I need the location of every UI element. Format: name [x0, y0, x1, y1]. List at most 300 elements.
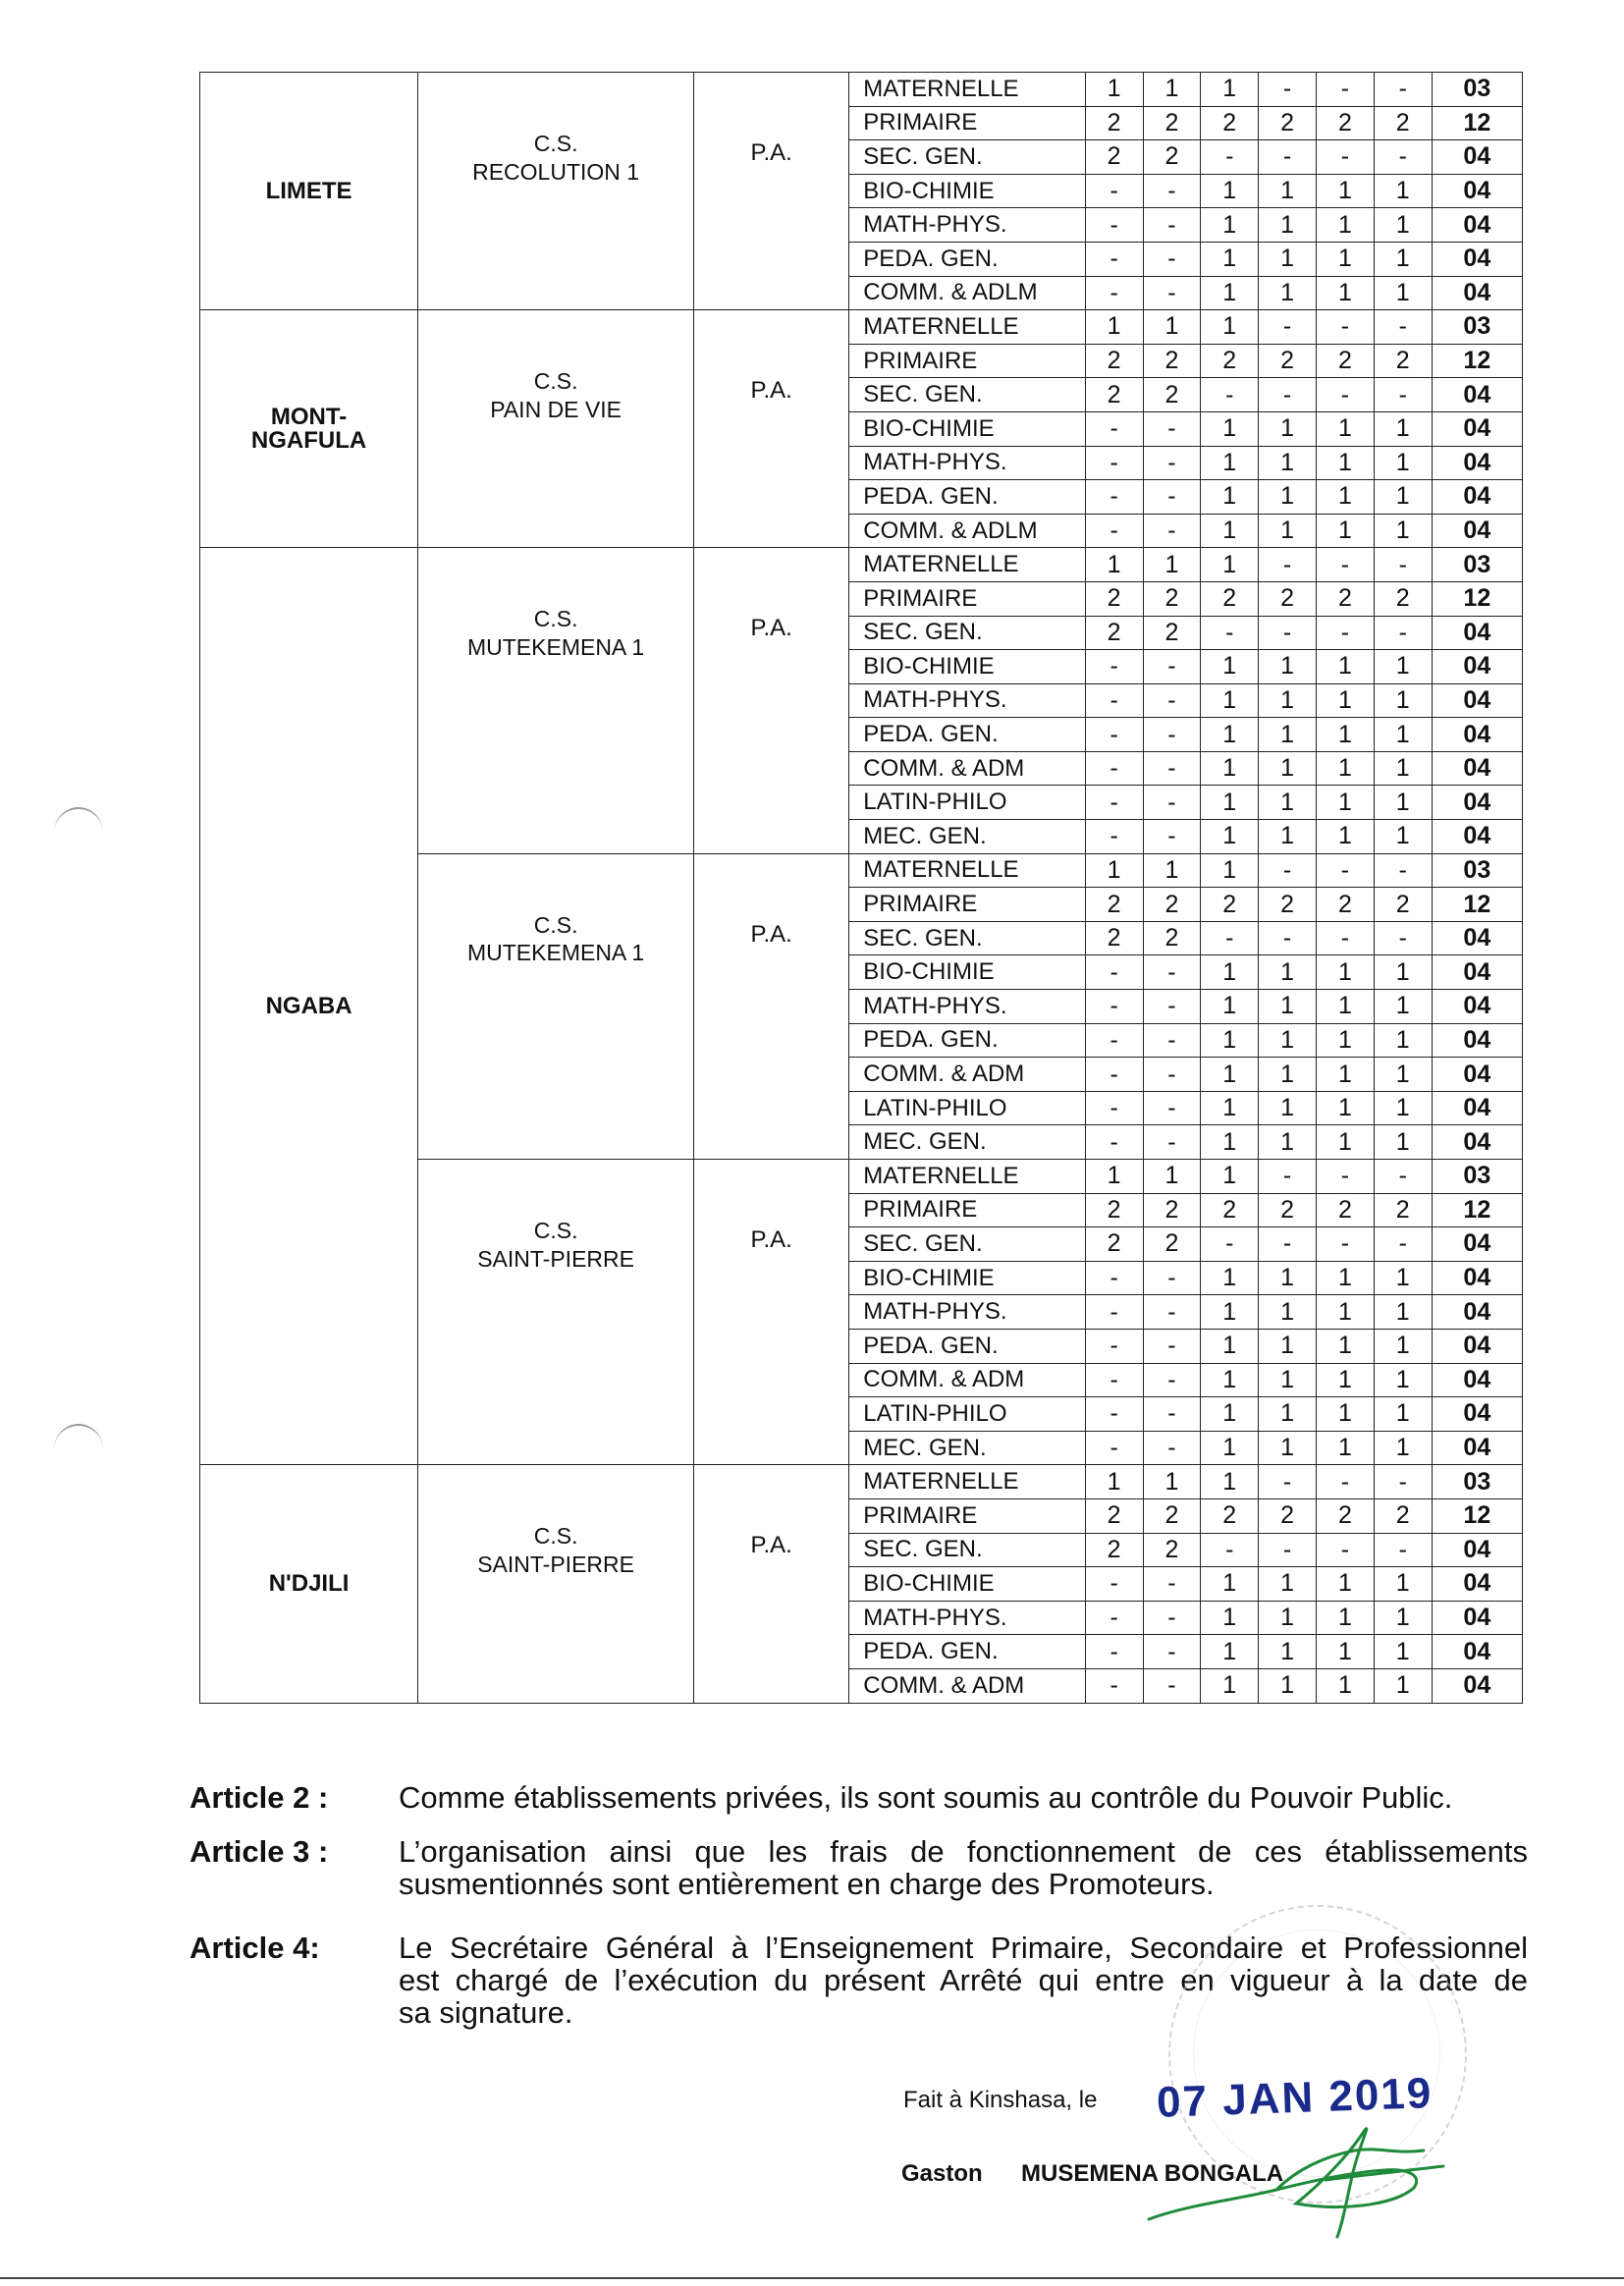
section-cell: PEDA. GEN. [849, 1329, 1085, 1363]
table-row [200, 73, 1523, 107]
class-count-cell: - [1143, 955, 1201, 990]
class-count-cell: 2 [1259, 581, 1317, 616]
class-count-cell: 1 [1317, 1431, 1375, 1465]
total-cell: 04 [1432, 514, 1522, 548]
total-cell: 04 [1432, 276, 1522, 310]
class-count-cell: 2 [1143, 1227, 1201, 1262]
class-count-cell: 2 [1085, 581, 1143, 616]
class-count-cell: - [1085, 1091, 1143, 1125]
section-cell: PEDA. GEN. [849, 1635, 1085, 1669]
class-count-cell: 2 [1201, 888, 1259, 922]
class-count-cell: 1 [1201, 1567, 1259, 1602]
class-count-cell: - [1085, 1295, 1143, 1330]
total-cell: 04 [1432, 990, 1522, 1024]
class-count-cell: 2 [1317, 106, 1375, 140]
class-count-cell: - [1085, 480, 1143, 515]
class-count-cell: 1 [1374, 718, 1432, 752]
school-name: MUTEKEMENA 1 [466, 634, 645, 661]
class-count-cell: 1 [1317, 411, 1375, 446]
regime-cell: P.A. [694, 853, 849, 1159]
class-count-cell: 1 [1085, 1160, 1143, 1194]
class-count-cell: 1 [1259, 718, 1317, 752]
section-cell: SEC. GEN. [849, 616, 1085, 650]
class-count-cell: 1 [1317, 1295, 1375, 1330]
school-name: C.S. [533, 131, 578, 156]
class-count-cell: 1 [1201, 514, 1259, 548]
article-text-line: L’organisation ainsi que les frais de fonctionnement de ces établissements [399, 1834, 1528, 1869]
total-cell: 04 [1432, 1668, 1522, 1703]
total-cell: 03 [1432, 1465, 1522, 1499]
class-count-cell: 2 [1085, 616, 1143, 650]
class-count-cell: 1 [1317, 174, 1375, 208]
section-cell: BIO-CHIMIE [849, 174, 1085, 208]
class-count-cell: 1 [1259, 1023, 1317, 1058]
section-cell: LATIN-PHILO [849, 786, 1085, 820]
section-cell: SEC. GEN. [849, 378, 1085, 412]
class-count-cell: 1 [1201, 1397, 1259, 1432]
school-name: C.S. [533, 1218, 578, 1243]
class-count-cell: 2 [1317, 888, 1375, 922]
class-count-cell: 1 [1085, 73, 1143, 107]
punch-hole-top [54, 807, 103, 858]
class-count-cell: - [1085, 718, 1143, 752]
section-cell: COMM. & ADLM [849, 276, 1085, 310]
class-count-cell: 1 [1201, 446, 1259, 480]
class-count-cell: - [1374, 853, 1432, 888]
class-count-cell: 2 [1143, 378, 1201, 412]
class-count-cell: 1 [1259, 1261, 1317, 1295]
class-count-cell: 1 [1374, 446, 1432, 480]
class-count-cell: 1 [1201, 1668, 1259, 1703]
class-count-cell: - [1317, 310, 1375, 345]
class-count-cell: 2 [1374, 1498, 1432, 1533]
class-count-cell: 1 [1259, 174, 1317, 208]
schools-table [199, 72, 1523, 1704]
table-row [200, 1465, 1523, 1499]
class-count-cell: 1 [1374, 276, 1432, 310]
class-count-cell: 2 [1085, 1227, 1143, 1262]
class-count-cell: - [1374, 1227, 1432, 1262]
signature-place-date: Fait à Kinshasa, le [903, 2087, 1098, 2113]
class-count-cell: 1 [1201, 1635, 1259, 1669]
class-count-cell: 1 [1201, 718, 1259, 752]
class-count-cell: 1 [1317, 208, 1375, 243]
section-cell: LATIN-PHILO [849, 1397, 1085, 1432]
class-count-cell: 1 [1317, 1635, 1375, 1669]
class-count-cell: 1 [1259, 208, 1317, 243]
class-count-cell: - [1317, 1533, 1375, 1567]
class-count-cell: 2 [1374, 1193, 1432, 1227]
section-cell: BIO-CHIMIE [849, 650, 1085, 684]
class-count-cell: - [1143, 1295, 1201, 1330]
class-count-cell: - [1143, 514, 1201, 548]
total-cell: 12 [1432, 888, 1522, 922]
class-count-cell: - [1374, 140, 1432, 175]
class-count-cell: 1 [1374, 1295, 1432, 1330]
commune-cell [200, 73, 418, 310]
class-count-cell: - [1085, 820, 1143, 854]
article-2 [189, 1782, 1544, 1822]
class-count-cell: - [1317, 73, 1375, 107]
class-count-cell: - [1201, 378, 1259, 412]
regime-cell: P.A. [694, 548, 849, 853]
class-count-cell: - [1085, 174, 1143, 208]
class-count-cell: 1 [1259, 955, 1317, 990]
class-count-cell: - [1143, 650, 1201, 684]
class-count-cell: 1 [1259, 411, 1317, 446]
total-cell: 04 [1432, 1635, 1522, 1669]
commune-name: LIMETE [265, 177, 352, 204]
class-count-cell: - [1259, 616, 1317, 650]
class-count-cell: - [1317, 378, 1375, 412]
class-count-cell: 1 [1201, 786, 1259, 820]
class-count-cell: - [1201, 921, 1259, 955]
class-count-cell: 1 [1259, 990, 1317, 1024]
class-count-cell: - [1143, 1091, 1201, 1125]
class-count-cell: 1 [1374, 1125, 1432, 1160]
signatory-first-name: Gaston [901, 2160, 983, 2187]
total-cell: 04 [1432, 208, 1522, 243]
class-count-cell: - [1085, 411, 1143, 446]
total-cell: 04 [1432, 1397, 1522, 1432]
total-cell: 12 [1432, 106, 1522, 140]
class-count-cell: - [1374, 616, 1432, 650]
section-cell: PRIMAIRE [849, 581, 1085, 616]
section-cell: MATH-PHYS. [849, 683, 1085, 718]
school-name: C.S. [533, 368, 578, 395]
class-count-cell: - [1143, 1261, 1201, 1295]
section-cell: SEC. GEN. [849, 1533, 1085, 1567]
table-row [200, 548, 1523, 582]
section-cell: PRIMAIRE [849, 888, 1085, 922]
class-count-cell: 1 [1201, 548, 1259, 582]
class-count-cell: - [1317, 616, 1375, 650]
class-count-cell: 1 [1317, 1125, 1375, 1160]
section-cell: PEDA. GEN. [849, 1023, 1085, 1058]
class-count-cell: - [1143, 683, 1201, 718]
class-count-cell: - [1085, 1601, 1143, 1635]
class-count-cell: 2 [1085, 378, 1143, 412]
class-count-cell: 1 [1201, 853, 1259, 888]
class-count-cell: - [1259, 1160, 1317, 1194]
class-count-cell: 1 [1317, 718, 1375, 752]
section-cell: MATERNELLE [849, 73, 1085, 107]
class-count-cell: - [1085, 786, 1143, 820]
class-count-cell: 1 [1201, 990, 1259, 1024]
class-count-cell: - [1317, 140, 1375, 175]
class-count-cell: - [1374, 73, 1432, 107]
commune-name: MONT- [270, 403, 348, 430]
total-cell: 04 [1432, 480, 1522, 515]
class-count-cell: 1 [1374, 411, 1432, 446]
class-count-cell: - [1143, 820, 1201, 854]
class-count-cell: 1 [1259, 1567, 1317, 1602]
section-cell: SEC. GEN. [849, 1227, 1085, 1262]
total-cell: 04 [1432, 921, 1522, 955]
class-count-cell: - [1143, 480, 1201, 515]
class-count-cell: 1 [1374, 1567, 1432, 1602]
class-count-cell: 1 [1085, 548, 1143, 582]
article-text [399, 1782, 1528, 1815]
section-cell: MATH-PHYS. [849, 1601, 1085, 1635]
section-cell: PRIMAIRE [849, 344, 1085, 378]
class-count-cell: 1 [1317, 1261, 1375, 1295]
total-cell: 04 [1432, 1023, 1522, 1058]
class-count-cell: 1 [1374, 242, 1432, 276]
total-cell: 12 [1432, 581, 1522, 616]
class-count-cell: 1 [1085, 310, 1143, 345]
school-name: C.S. [533, 1523, 578, 1550]
class-count-cell: - [1085, 276, 1143, 310]
class-count-cell: - [1085, 1397, 1143, 1432]
class-count-cell: 1 [1374, 174, 1432, 208]
commune-cell [200, 548, 418, 1465]
total-cell: 04 [1432, 174, 1522, 208]
class-count-cell: 1 [1201, 208, 1259, 243]
class-count-cell: - [1143, 1363, 1201, 1397]
class-count-cell: - [1143, 174, 1201, 208]
class-count-cell: 2 [1143, 581, 1201, 616]
class-count-cell: - [1374, 1533, 1432, 1567]
class-count-cell: 2 [1143, 140, 1201, 175]
class-count-cell: 1 [1374, 1431, 1432, 1465]
class-count-cell: - [1143, 208, 1201, 243]
total-cell: 12 [1432, 1193, 1522, 1227]
class-count-cell: 1 [1259, 751, 1317, 786]
total-cell: 04 [1432, 1125, 1522, 1160]
class-count-cell: 1 [1317, 1023, 1375, 1058]
class-count-cell: 1 [1259, 786, 1317, 820]
total-cell: 04 [1432, 378, 1522, 412]
class-count-cell: 1 [1201, 1431, 1259, 1465]
class-count-cell: 1 [1374, 820, 1432, 854]
regime-cell: P.A. [694, 73, 849, 310]
school-name-cell [418, 73, 694, 310]
class-count-cell: 1 [1317, 990, 1375, 1024]
class-count-cell: 1 [1374, 208, 1432, 243]
section-cell: BIO-CHIMIE [849, 411, 1085, 446]
class-count-cell: 1 [1259, 446, 1317, 480]
class-count-cell: 1 [1201, 1601, 1259, 1635]
class-count-cell: - [1143, 242, 1201, 276]
class-count-cell: 1 [1374, 480, 1432, 515]
total-cell: 03 [1432, 73, 1522, 107]
class-count-cell: - [1143, 1397, 1201, 1432]
class-count-cell: 2 [1374, 581, 1432, 616]
section-cell: PRIMAIRE [849, 1498, 1085, 1533]
handwritten-signature [1129, 2111, 1463, 2249]
class-count-cell: 1 [1143, 1160, 1201, 1194]
class-count-cell: - [1259, 378, 1317, 412]
section-cell: BIO-CHIMIE [849, 1567, 1085, 1602]
class-count-cell: 1 [1201, 1329, 1259, 1363]
class-count-cell: - [1143, 1668, 1201, 1703]
section-cell: MATERNELLE [849, 1465, 1085, 1499]
class-count-cell: - [1143, 1601, 1201, 1635]
class-count-cell: 1 [1317, 1601, 1375, 1635]
class-count-cell: 2 [1085, 1533, 1143, 1567]
school-name-cell [418, 853, 694, 1159]
class-count-cell: 2 [1317, 581, 1375, 616]
article-label: Article 3 : [189, 1834, 329, 1869]
class-count-cell: 1 [1374, 1668, 1432, 1703]
section-cell: COMM. & ADM [849, 1058, 1085, 1092]
total-cell: 04 [1432, 242, 1522, 276]
class-count-cell: - [1374, 548, 1432, 582]
class-count-cell: 1 [1259, 1601, 1317, 1635]
class-count-cell: 1 [1201, 955, 1259, 990]
class-count-cell: 2 [1374, 344, 1432, 378]
class-count-cell: 2 [1143, 921, 1201, 955]
commune-cell [200, 1465, 418, 1703]
class-count-cell: 1 [1317, 480, 1375, 515]
class-count-cell: 1 [1201, 242, 1259, 276]
class-count-cell: - [1143, 1635, 1201, 1669]
class-count-cell: 1 [1201, 820, 1259, 854]
class-count-cell: 1 [1259, 1295, 1317, 1330]
school-name-cell [418, 1465, 694, 1703]
section-cell: COMM. & ADM [849, 751, 1085, 786]
class-count-cell: 2 [1085, 1193, 1143, 1227]
section-cell: PRIMAIRE [849, 1193, 1085, 1227]
page-bottom-rule [0, 2277, 1624, 2279]
total-cell: 04 [1432, 616, 1522, 650]
class-count-cell: 1 [1143, 548, 1201, 582]
total-cell: 04 [1432, 1295, 1522, 1330]
class-count-cell: - [1085, 1668, 1143, 1703]
school-name-cell [418, 548, 694, 853]
class-count-cell: - [1143, 1431, 1201, 1465]
class-count-cell: 2 [1317, 1498, 1375, 1533]
class-count-cell: - [1143, 1329, 1201, 1363]
class-count-cell: 1 [1374, 650, 1432, 684]
total-cell: 04 [1432, 1567, 1522, 1602]
class-count-cell: - [1143, 276, 1201, 310]
class-count-cell: - [1143, 1023, 1201, 1058]
class-count-cell: 2 [1085, 921, 1143, 955]
class-count-cell: - [1317, 1465, 1375, 1499]
article-text-line: est chargé de l’exécution du présent Arrêté qui entre en vigueur à la date de [399, 1963, 1528, 1997]
class-count-cell: 1 [1317, 276, 1375, 310]
class-count-cell: - [1143, 446, 1201, 480]
class-count-cell: 1 [1201, 480, 1259, 515]
class-count-cell: 1 [1374, 514, 1432, 548]
total-cell: 04 [1432, 446, 1522, 480]
class-count-cell: 1 [1259, 1635, 1317, 1669]
class-count-cell: 2 [1085, 140, 1143, 175]
article-text-line: Comme établissements privées, ils sont soumis au contrôle du Pouvoir Public. [399, 1780, 1453, 1815]
total-cell: 03 [1432, 1160, 1522, 1194]
class-count-cell: 1 [1374, 955, 1432, 990]
class-count-cell: 1 [1201, 1023, 1259, 1058]
total-cell: 04 [1432, 1601, 1522, 1635]
total-cell: 04 [1432, 751, 1522, 786]
class-count-cell: - [1374, 310, 1432, 345]
class-count-cell: 1 [1085, 1465, 1143, 1499]
class-count-cell: 1 [1317, 1567, 1375, 1602]
class-count-cell: 1 [1374, 1635, 1432, 1669]
section-cell: MATERNELLE [849, 853, 1085, 888]
class-count-cell: 1 [1201, 1160, 1259, 1194]
class-count-cell: 1 [1317, 683, 1375, 718]
class-count-cell: 1 [1259, 480, 1317, 515]
total-cell: 04 [1432, 718, 1522, 752]
class-count-cell: - [1201, 616, 1259, 650]
class-count-cell: 2 [1143, 1193, 1201, 1227]
class-count-cell: - [1085, 1635, 1143, 1669]
article-label: Article 2 : [189, 1780, 329, 1815]
class-count-cell: - [1085, 1023, 1143, 1058]
section-cell: SEC. GEN. [849, 140, 1085, 175]
class-count-cell: 1 [1201, 1125, 1259, 1160]
class-count-cell: 1 [1317, 1397, 1375, 1432]
class-count-cell: - [1201, 1227, 1259, 1262]
class-count-cell: - [1201, 1533, 1259, 1567]
class-count-cell: - [1085, 1363, 1143, 1397]
school-name: C.S. [533, 911, 578, 938]
class-count-cell: - [1201, 140, 1259, 175]
section-cell: LATIN-PHILO [849, 1091, 1085, 1125]
class-count-cell: 1 [1085, 853, 1143, 888]
class-count-cell: 1 [1201, 276, 1259, 310]
class-count-cell: 1 [1374, 786, 1432, 820]
total-cell: 04 [1432, 411, 1522, 446]
section-cell: MATH-PHYS. [849, 1295, 1085, 1330]
class-count-cell: 1 [1317, 1668, 1375, 1703]
class-count-cell: - [1085, 1261, 1143, 1295]
class-count-cell: 1 [1374, 1023, 1432, 1058]
class-count-cell: 1 [1201, 1363, 1259, 1397]
class-count-cell: 2 [1085, 106, 1143, 140]
class-count-cell: 1 [1201, 310, 1259, 345]
class-count-cell: 1 [1374, 1058, 1432, 1092]
commune-name: NGAFULA [250, 426, 367, 454]
class-count-cell: 2 [1259, 1498, 1317, 1533]
total-cell: 04 [1432, 1227, 1522, 1262]
class-count-cell: 1 [1201, 1295, 1259, 1330]
school-name: MUTEKEMENA 1 [466, 940, 645, 966]
class-count-cell: 1 [1201, 174, 1259, 208]
class-count-cell: 1 [1143, 73, 1201, 107]
class-count-cell: 1 [1259, 242, 1317, 276]
section-cell: MATH-PHYS. [849, 208, 1085, 243]
class-count-cell: - [1085, 751, 1143, 786]
section-cell: MATH-PHYS. [849, 446, 1085, 480]
class-count-cell: - [1317, 921, 1375, 955]
class-count-cell: 1 [1259, 1431, 1317, 1465]
table-row [200, 310, 1523, 345]
class-count-cell: 1 [1201, 411, 1259, 446]
section-cell: MATH-PHYS. [849, 990, 1085, 1024]
total-cell: 04 [1432, 650, 1522, 684]
school-name: PAIN DE VIE [490, 396, 622, 422]
class-count-cell: - [1374, 1160, 1432, 1194]
section-cell: PEDA. GEN. [849, 480, 1085, 515]
class-count-cell: 1 [1317, 1329, 1375, 1363]
class-count-cell: 1 [1374, 1091, 1432, 1125]
section-cell: MATERNELLE [849, 310, 1085, 345]
total-cell: 04 [1432, 1329, 1522, 1363]
total-cell: 04 [1432, 140, 1522, 175]
article-text-line: susmentionnés sont entièrement en charge des Promoteurs. [399, 1867, 1215, 1901]
class-count-cell: 2 [1143, 616, 1201, 650]
class-count-cell: 1 [1143, 310, 1201, 345]
class-count-cell: 1 [1201, 751, 1259, 786]
section-cell: MATERNELLE [849, 1160, 1085, 1194]
class-count-cell: 1 [1374, 1601, 1432, 1635]
class-count-cell: - [1259, 1227, 1317, 1262]
class-count-cell: 2 [1085, 344, 1143, 378]
